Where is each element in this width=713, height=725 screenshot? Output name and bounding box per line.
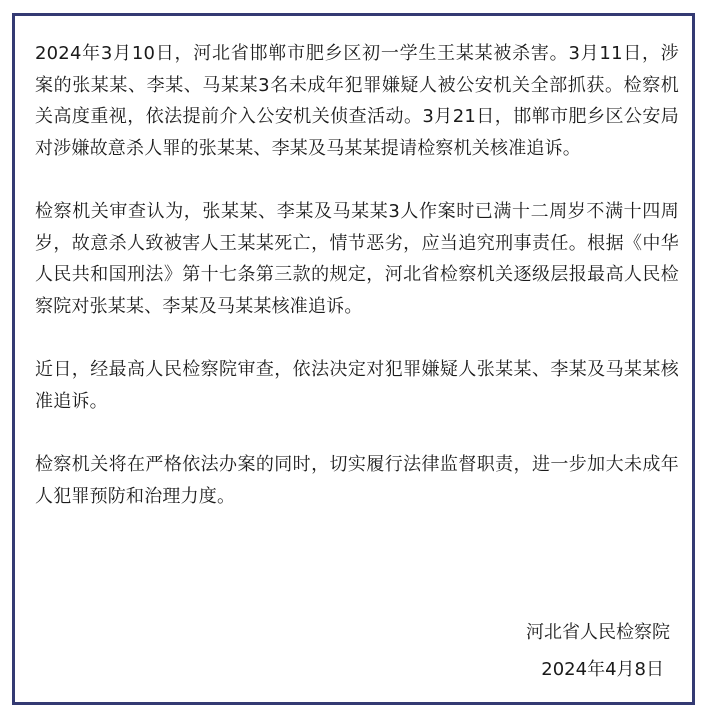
paragraph-1: 2024年3月10日，河北省邯郸市肥乡区初一学生王某某被杀害。3月11日，涉案的张某某、李某、马某某3名未成年犯罪嫌疑人被公安机关全部抓获。检察机关高度重视，依法提前介入公安机关侦查活动。3月21日，邯郸市肥乡区公安局对涉嫌故意杀人罪的张某某、李某及马某某提请检察机关核准追诉。 [35, 43, 679, 159]
signature-organization: 河北省人民检察院 [526, 622, 670, 643]
paragraph-spacer [35, 322, 679, 354]
paragraph-4: 检察机关将在严格依法办案的同时，切实履行法律监督职责，进一步加大未成年人犯罪预防和治理力度。 [35, 454, 679, 507]
document-frame [12, 13, 695, 705]
signature-date: 2024年4月8日 [541, 659, 664, 680]
paragraph-2: 检察机关审查认为，张某某、李某及马某某3人作案时已满十二周岁不满十四周岁，故意杀人致被害人王某某死亡，情节恶劣，应当追究刑事责任。根据《中华人民共和国刑法》第十七条第三款的规定，河北省检察机关逐级层报最高人民检察院对张某某、李某及马某某核准追诉。 [35, 201, 679, 317]
paragraph-spacer [35, 164, 679, 196]
paragraph-spacer [35, 417, 679, 449]
paragraph-3: 近日，经最高人民检察院审查，依法决定对犯罪嫌疑人张某某、李某及马某某核准追诉。 [35, 359, 679, 412]
document-body [35, 38, 679, 512]
